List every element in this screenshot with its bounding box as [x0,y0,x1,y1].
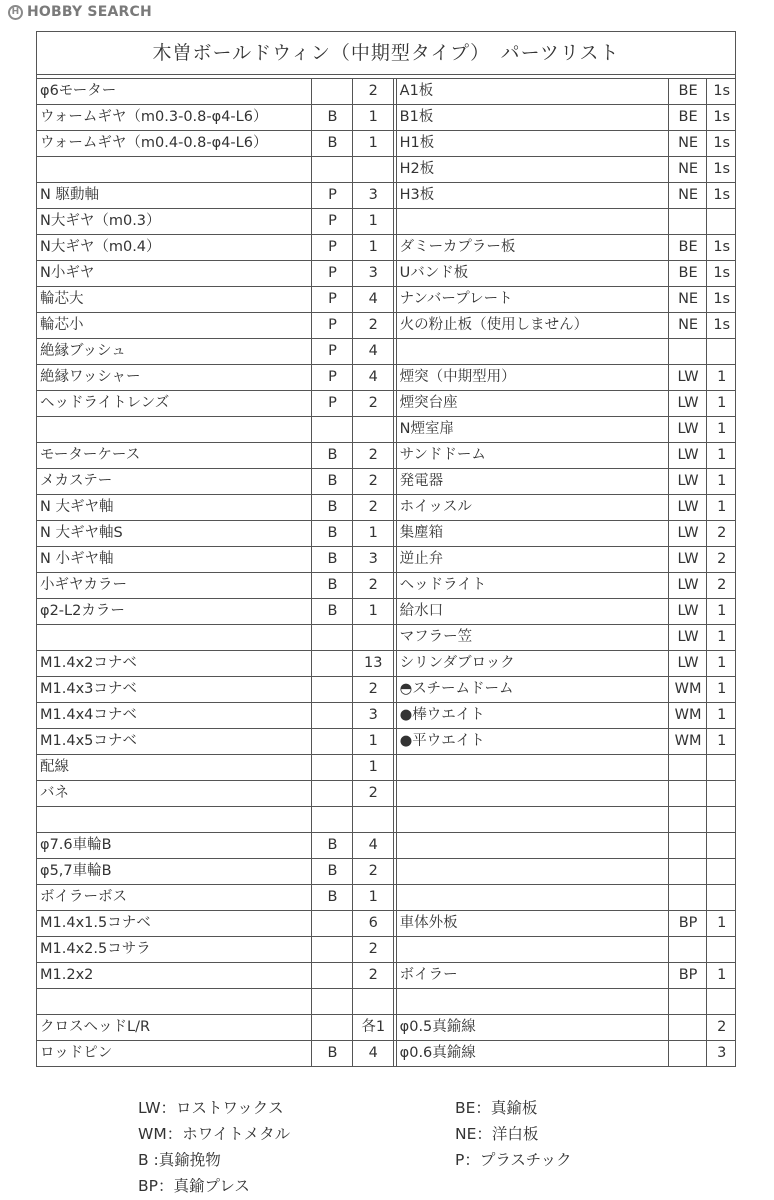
right-part-quantity [707,833,735,859]
part-quantity: 3 [352,261,393,287]
part-name: ヘッドライトレンズ [37,391,312,417]
legend-left-column [138,1095,290,1199]
right-part-name: ●平ウエイト [396,729,668,755]
right-part-material: LW [668,391,707,417]
part-quantity: 2 [352,781,393,807]
right-part-quantity [707,807,735,833]
part-name: N大ギヤ（m0.4） [37,235,312,261]
right-part-quantity: 3 [717,1045,727,1061]
legend-entry: NE：洋白板 [455,1125,539,1143]
table-row [37,911,735,937]
right-part-material: LW [668,365,707,391]
part-name: メカステー [37,469,312,495]
right-part-name: φ0.6真鍮線 [396,1041,668,1067]
table-row [37,573,735,599]
table-row [37,729,735,755]
part-quantity: 2 [352,495,393,521]
right-part-material: WM [668,703,707,729]
right-part-material: LW [668,469,707,495]
right-part-name [396,833,668,859]
right-part-quantity [707,859,735,885]
right-part-quantity: 1s [707,313,735,339]
table-row [37,261,735,287]
legend-entry: WM：ホワイトメタル [138,1125,291,1143]
part-material [312,703,353,729]
table-row [37,157,735,183]
right-part-name: 火の粉止板（使用しません） [396,313,668,339]
document-title: 木曽ボールドウィン（中期型タイプ） パーツリスト [37,32,735,75]
right-part-name: ●棒ウエイト [396,703,668,729]
part-quantity: 2 [352,677,393,703]
right-part-quantity [707,885,735,911]
table-row [37,781,735,807]
part-name: N大ギヤ（m0.3） [37,209,312,235]
table-row [37,313,735,339]
part-material [312,651,353,677]
right-part-quantity: 1s [707,183,735,209]
table-row [37,989,735,1015]
right-part-quantity: 1s [707,105,735,131]
part-quantity: 各1 [352,1015,393,1041]
hobby-logo-icon: H [8,5,23,20]
right-part-quantity: 1 [707,443,735,469]
part-material [312,677,353,703]
part-material: P [312,391,353,417]
part-material: B [312,469,353,495]
table-row [37,651,735,677]
table-row [37,677,735,703]
legend-entry: B :真鍮挽物 [138,1151,221,1169]
part-material: P [312,183,353,209]
part-name: N 小ギヤ軸 [37,547,312,573]
table-row [37,79,735,105]
part-quantity: 6 [352,911,393,937]
right-part-material: BE [668,261,707,287]
part-material [312,989,353,1015]
table-row [37,183,735,209]
right-part-name: N煙室扉 [396,417,668,443]
right-part-material: BE [668,235,707,261]
part-material: B [312,443,353,469]
right-part-name: ヘッドライト [396,573,668,599]
right-part-quantity [707,989,735,1015]
part-name: 配線 [37,755,312,781]
part-name [37,989,312,1015]
part-name: M1.4x5コナベ [37,729,312,755]
legend-entry: BE：真鍮板 [455,1099,538,1117]
right-part-material [668,807,707,833]
table-row [37,1015,735,1041]
part-name: 絶縁ブッシュ [37,339,312,365]
part-quantity: 2 [352,573,393,599]
part-name: M1.4x4コナベ [37,703,312,729]
right-part-quantity: 1s [707,261,735,287]
part-material: B [312,1041,353,1067]
part-material [312,807,353,833]
legend-entry: BP：真鍮プレス [138,1177,250,1195]
table-row [37,105,735,131]
right-part-name: H2板 [396,157,668,183]
right-part-name: 車体外板 [396,911,668,937]
right-part-material [668,755,707,781]
right-part-name: φ0.5真鍮線 [396,1015,668,1041]
right-part-material [668,989,707,1015]
part-name: N 駆動軸 [37,183,312,209]
right-part-material: NE [668,157,707,183]
part-material: B [312,859,353,885]
right-part-name: 発電器 [396,469,668,495]
part-quantity: 2 [352,469,393,495]
table-row [37,209,735,235]
part-material: B [312,131,353,157]
right-part-material: BP [668,911,707,937]
right-part-quantity: 1 [707,391,735,417]
part-quantity [352,417,393,443]
table-row [37,1041,735,1067]
right-part-name: マフラー笠 [396,625,668,651]
part-material: B [312,495,353,521]
part-quantity: 2 [352,79,393,105]
right-part-material: LW [668,495,707,521]
table-row [37,391,735,417]
part-quantity: 2 [352,859,393,885]
part-material: P [312,235,353,261]
part-material: B [312,833,353,859]
table-row [37,625,735,651]
right-part-material: LW [668,625,707,651]
part-material [312,79,353,105]
part-name: M1.4x2コナベ [37,651,312,677]
right-part-name: Uバンド板 [396,261,668,287]
right-part-name: ◓スチームドーム [396,677,668,703]
right-part-name: 集塵箱 [396,521,668,547]
part-quantity: 1 [352,105,393,131]
right-part-name: H3板 [396,183,668,209]
right-part-material: LW [668,521,707,547]
right-part-quantity: 1s [707,235,735,261]
right-part-name [396,807,668,833]
right-part-quantity: 1 [707,911,735,937]
table-row [37,469,735,495]
part-quantity: 1 [352,235,393,261]
right-part-quantity: 2 [707,547,735,573]
part-name: N小ギヤ [37,261,312,287]
part-name: N 大ギヤ軸S [37,521,312,547]
right-part-material: LW [668,417,707,443]
right-part-material: NE [668,287,707,313]
right-part-quantity: 1 [707,703,735,729]
right-part-material [668,833,707,859]
part-name: 輪芯大 [37,287,312,313]
part-name [37,807,312,833]
right-part-quantity [707,755,735,781]
table-row [37,547,735,573]
table-row [37,521,735,547]
part-name: φ7.6車輪B [37,833,312,859]
right-part-material: NE [668,313,707,339]
part-material: P [312,313,353,339]
part-name: 輪芯小 [37,313,312,339]
right-part-material: BE [668,105,707,131]
part-quantity: 1 [352,599,393,625]
right-part-quantity: 1 [707,963,735,989]
right-part-quantity: 1 [707,625,735,651]
table-row [37,599,735,625]
legend-right-column [455,1095,572,1173]
part-quantity: 3 [352,183,393,209]
part-name: バネ [37,781,312,807]
part-name: 小ギヤカラー [37,573,312,599]
table-row [37,885,735,911]
right-part-quantity: 1 [707,417,735,443]
watermark-text: HOBBY SEARCH [27,4,152,20]
right-part-material [668,937,707,963]
right-part-material: LW [668,443,707,469]
table-row [37,495,735,521]
right-part-material [668,1041,707,1067]
part-material [312,911,353,937]
right-part-name [396,755,668,781]
table-row [37,287,735,313]
part-material: P [312,287,353,313]
part-name: モーターケース [37,443,312,469]
part-material [312,1015,353,1041]
part-quantity [352,157,393,183]
part-material [312,157,353,183]
table-row [37,443,735,469]
part-quantity: 4 [352,287,393,313]
part-name: φ6モーター [37,79,312,105]
right-part-material [668,885,707,911]
part-quantity: 2 [352,391,393,417]
right-part-quantity: 2 [707,573,735,599]
right-part-quantity: 1 [707,469,735,495]
part-name: ウォームギヤ（m0.3-0.8-φ4-L6） [37,105,312,131]
right-part-quantity: 1s [707,131,735,157]
right-part-material: NE [668,131,707,157]
part-quantity [352,807,393,833]
part-quantity: 1 [352,729,393,755]
part-quantity: 4 [352,365,393,391]
part-quantity: 2 [352,443,393,469]
right-part-quantity: 1 [707,651,735,677]
right-part-material [668,781,707,807]
part-quantity: 1 [352,521,393,547]
right-part-name: B1板 [396,105,668,131]
right-part-name [396,339,668,365]
part-quantity: 1 [352,209,393,235]
part-name: M1.4x1.5コナベ [37,911,312,937]
legend-entry: P：プラスチック [455,1151,572,1169]
legend-entry: LW：ロストワックス [138,1099,284,1117]
part-material: B [312,521,353,547]
part-material [312,625,353,651]
part-name: ウォームギヤ（m0.4-0.8-φ4-L6） [37,131,312,157]
part-quantity: 2 [352,313,393,339]
right-part-quantity: 1 [707,677,735,703]
parts-table [37,79,735,1066]
right-part-name: 逆止弁 [396,547,668,573]
right-part-name: 煙突台座 [396,391,668,417]
table-row [37,417,735,443]
parts-table-body [37,79,735,1066]
right-part-quantity: 2 [707,521,735,547]
part-material: P [312,339,353,365]
right-part-name [396,937,668,963]
part-material: B [312,573,353,599]
right-part-name: A1板 [396,79,668,105]
part-name: クロスヘッドL/R [37,1015,312,1041]
right-part-name: H1板 [396,131,668,157]
right-part-material [668,859,707,885]
part-material: P [312,365,353,391]
part-quantity: 2 [352,963,393,989]
part-quantity: 13 [352,651,393,677]
table-row [37,703,735,729]
right-part-name [396,885,668,911]
right-part-quantity [707,937,735,963]
part-name: M1.4x2.5コサラ [37,937,312,963]
part-material: B [312,547,353,573]
right-part-quantity: 1 [707,599,735,625]
part-name: φ2-L2カラー [37,599,312,625]
right-part-quantity: 1 [707,729,735,755]
part-quantity [352,989,393,1015]
part-quantity [352,625,393,651]
part-quantity: 1 [352,131,393,157]
part-name [37,625,312,651]
part-name: N 大ギヤ軸 [37,495,312,521]
table-row [37,131,735,157]
hobby-search-watermark [8,4,152,20]
right-part-material: LW [668,651,707,677]
part-name: ボイラーボス [37,885,312,911]
part-quantity: 1 [352,885,393,911]
table-row [37,963,735,989]
right-part-quantity: 1s [707,157,735,183]
table-row [37,807,735,833]
part-material [312,729,353,755]
part-name: φ5,7車輪B [37,859,312,885]
right-part-name: ホイッスル [396,495,668,521]
right-part-quantity: 1 [707,365,735,391]
part-material: B [312,105,353,131]
part-quantity: 4 [352,833,393,859]
table-row [37,833,735,859]
right-part-quantity [707,209,735,235]
right-part-material: BP [668,963,707,989]
right-part-name: 煙突（中期型用） [396,365,668,391]
right-part-name: ボイラー [396,963,668,989]
right-part-material: NE [668,183,707,209]
right-part-name [396,209,668,235]
table-row [37,755,735,781]
right-part-quantity: 1s [707,79,735,105]
table-row [37,235,735,261]
right-part-name: ダミーカプラー板 [396,235,668,261]
right-part-name [396,781,668,807]
right-part-quantity: 1 [707,495,735,521]
part-quantity: 4 [352,1041,393,1067]
right-part-name: 給水口 [396,599,668,625]
right-part-material [668,1015,707,1041]
part-quantity: 4 [352,339,393,365]
table-row [37,859,735,885]
part-quantity: 2 [352,937,393,963]
part-material: B [312,599,353,625]
part-name: M1.4x3コナベ [37,677,312,703]
right-part-material: WM [668,729,707,755]
part-material [312,937,353,963]
part-quantity: 3 [352,547,393,573]
part-material [312,755,353,781]
table-row [37,365,735,391]
part-name: ロッドピン [37,1041,312,1067]
right-part-material: BE [668,79,707,105]
part-material [312,781,353,807]
right-part-material: LW [668,599,707,625]
right-part-name [396,989,668,1015]
right-part-quantity: 1s [707,287,735,313]
right-part-quantity [707,781,735,807]
table-row [37,339,735,365]
part-name: M1.2x2 [37,963,312,989]
part-material: B [312,885,353,911]
right-part-material: LW [668,547,707,573]
part-material [312,417,353,443]
part-quantity: 3 [352,703,393,729]
right-part-name: ナンバープレート [396,287,668,313]
part-name [37,417,312,443]
right-part-name: シリンダブロック [396,651,668,677]
part-quantity: 1 [352,755,393,781]
part-material [312,963,353,989]
right-part-material: WM [668,677,707,703]
right-part-quantity: 2 [707,1015,735,1041]
right-part-quantity [707,339,735,365]
parts-list-sheet [36,31,736,1067]
table-row [37,937,735,963]
part-material: P [312,261,353,287]
right-part-name: サンドドーム [396,443,668,469]
part-material: P [312,209,353,235]
right-part-material: LW [668,573,707,599]
part-name: 絶縁ワッシャー [37,365,312,391]
part-name [37,157,312,183]
right-part-material [668,209,707,235]
right-part-material [668,339,707,365]
right-part-name [396,859,668,885]
